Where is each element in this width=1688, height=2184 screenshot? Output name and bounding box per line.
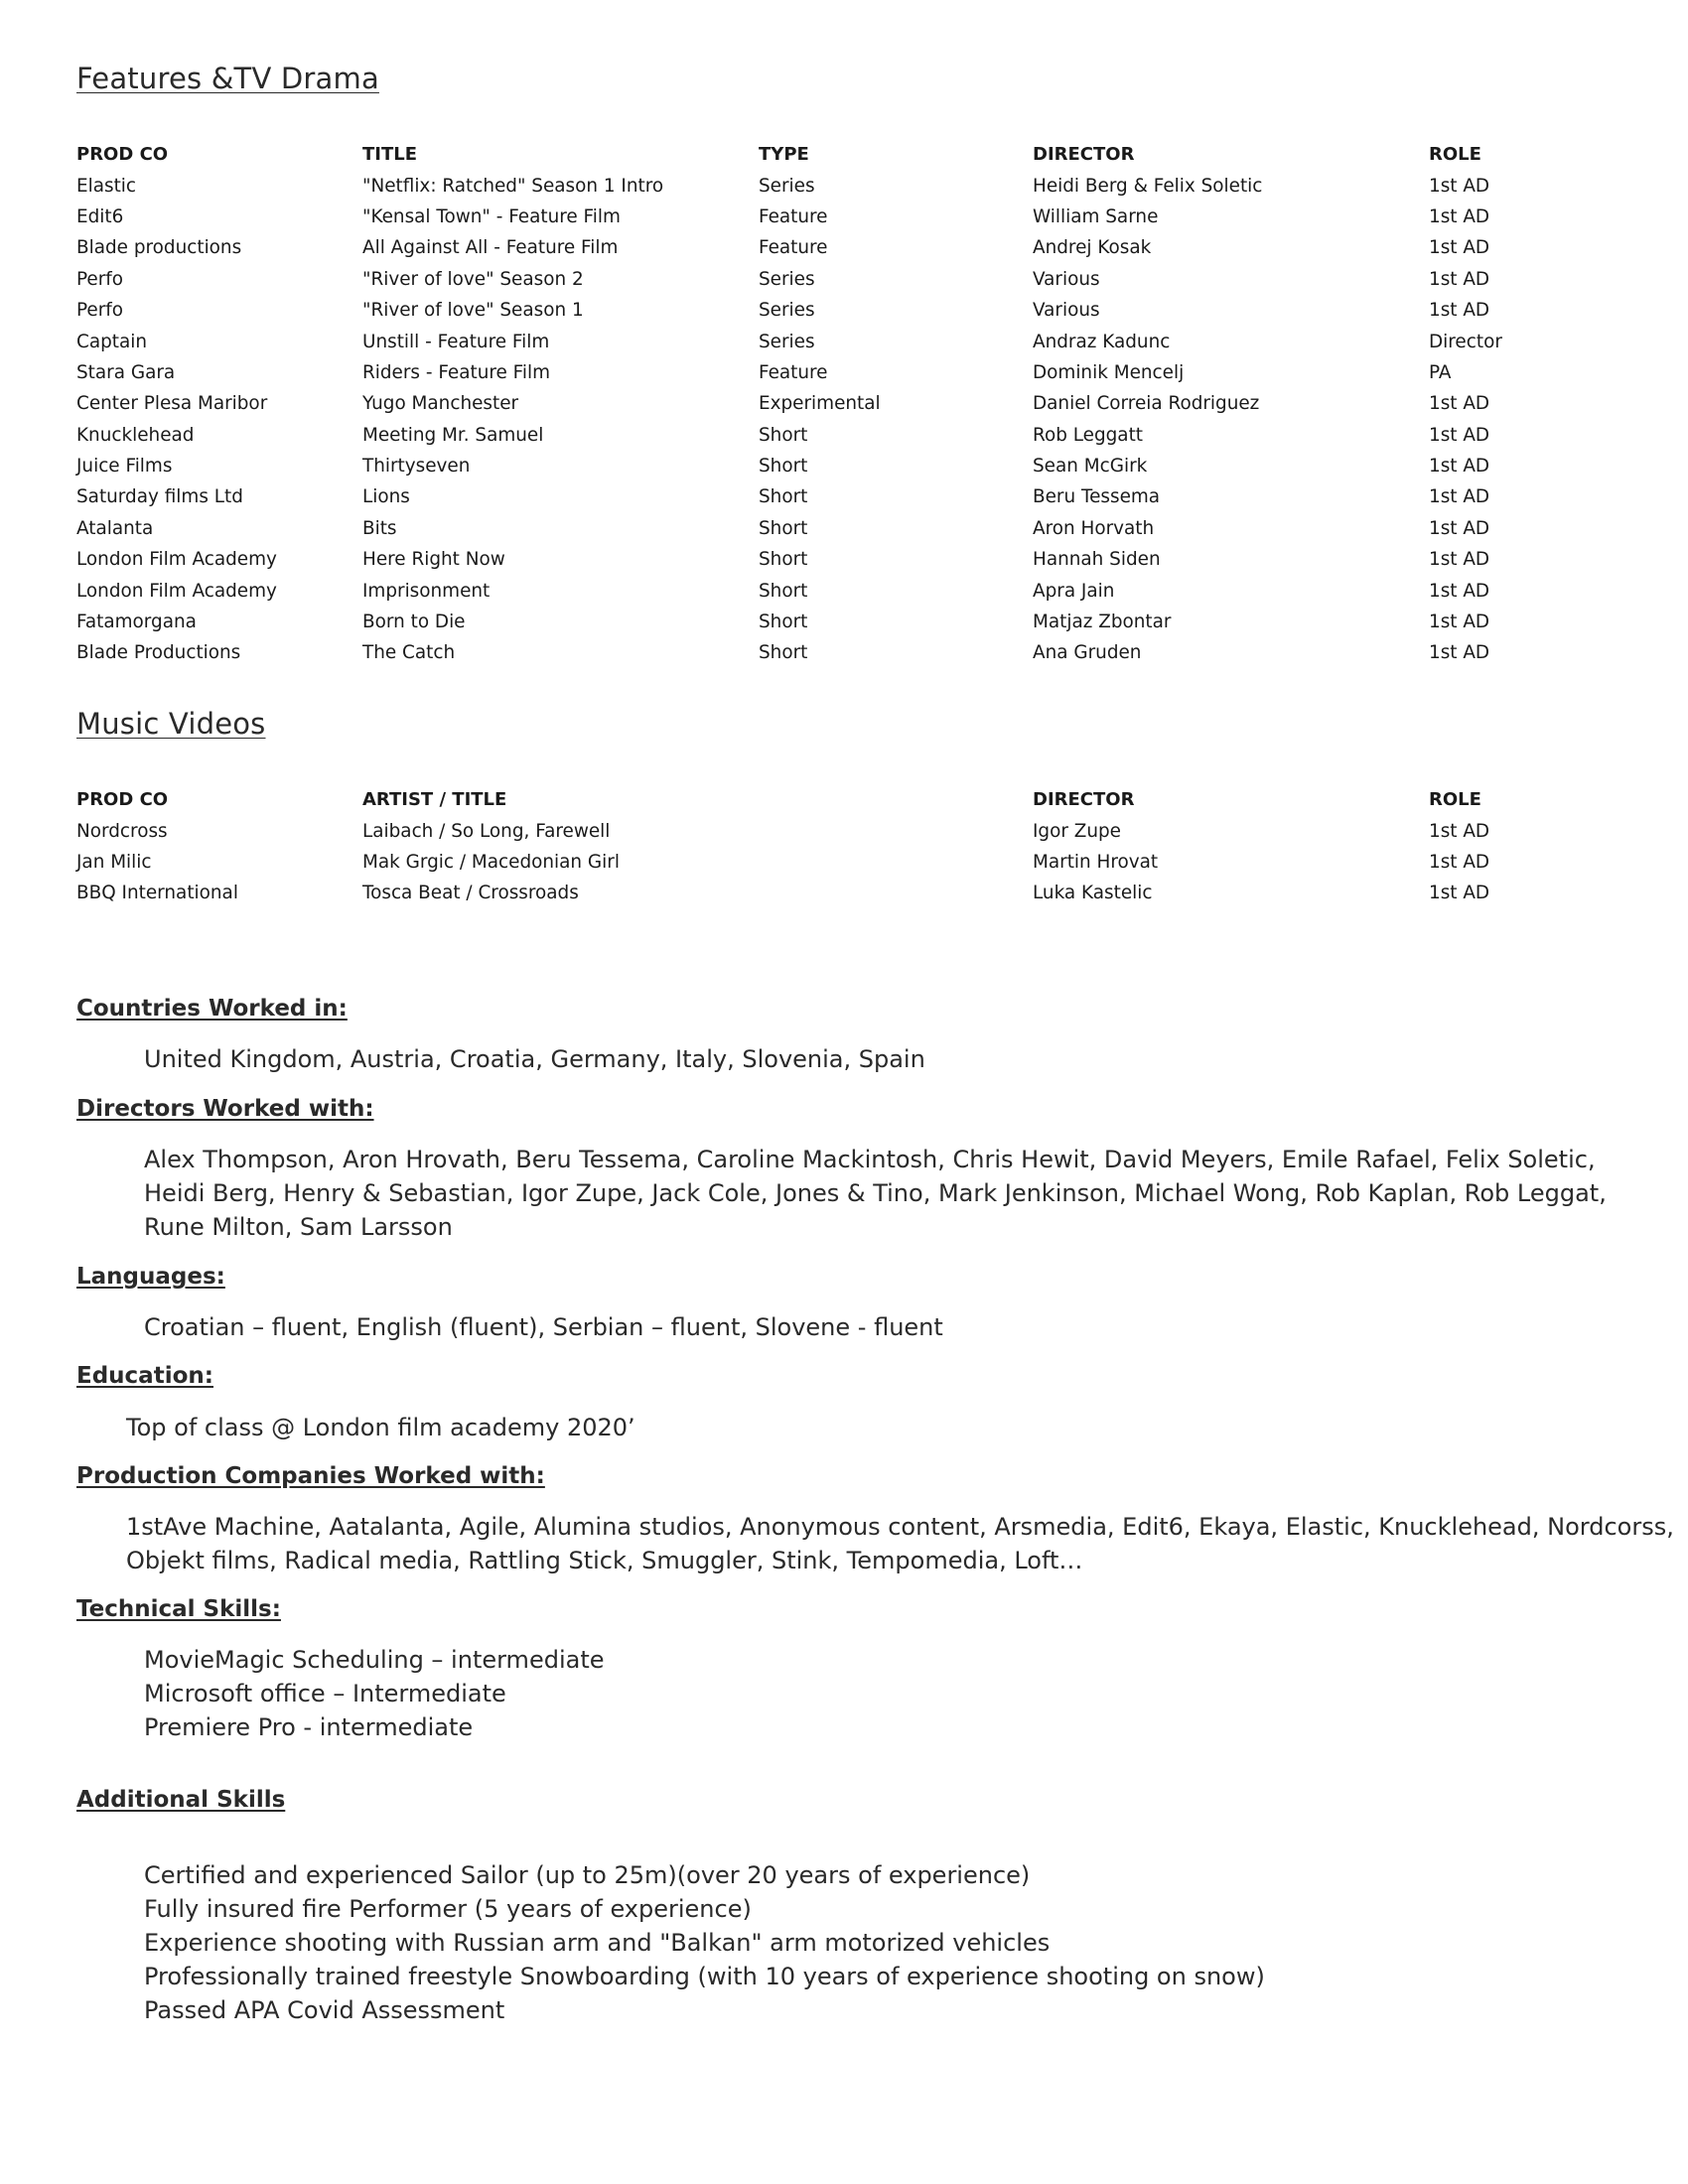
title-cell: Yugo Manchester bbox=[362, 393, 519, 415]
director-cell: Sean McGirk bbox=[1033, 456, 1148, 478]
table-row bbox=[76, 637, 1578, 668]
directors-list bbox=[144, 1143, 1607, 1244]
title-cell: Bits bbox=[362, 517, 397, 539]
role-cell: 1st AD bbox=[1429, 175, 1490, 197]
table-row bbox=[76, 420, 1578, 451]
production-companies-heading: Production Companies Worked with: bbox=[76, 1463, 545, 1489]
type-cell: Short bbox=[759, 424, 808, 446]
type-cell: Short bbox=[759, 642, 808, 664]
role-cell: 1st AD bbox=[1429, 424, 1490, 446]
table-row bbox=[76, 544, 1578, 575]
prod-co-cell: BBQ International bbox=[76, 883, 238, 904]
role-cell: 1st AD bbox=[1429, 517, 1490, 539]
title-cell: Riders - Feature Film bbox=[362, 361, 551, 383]
table-row bbox=[76, 575, 1578, 606]
director-cell: Daniel Correia Rodriguez bbox=[1033, 393, 1260, 415]
title-cell: Meeting Mr. Samuel bbox=[362, 424, 544, 446]
director-cell: William Sarne bbox=[1033, 205, 1159, 227]
director-cell: Igor Zupe bbox=[1033, 820, 1121, 842]
education-heading: Education: bbox=[76, 1363, 213, 1389]
type-cell: Short bbox=[759, 580, 808, 602]
technical-skills-list bbox=[144, 1643, 605, 1744]
role-cell: 1st AD bbox=[1429, 580, 1490, 602]
additional-skills-list bbox=[144, 1858, 1265, 2027]
table-row bbox=[76, 388, 1578, 419]
technical-skill-line: MovieMagic Scheduling – intermediate bbox=[144, 1646, 605, 1674]
type-cell: Feature bbox=[759, 237, 828, 259]
table-row bbox=[76, 357, 1578, 388]
role-cell: Director bbox=[1429, 331, 1502, 352]
additional-skill-line: Professionally trained freestyle Snowboarding (with 10 years of experience shooting on snow) bbox=[144, 1963, 1265, 1990]
column-header-role: ROLE bbox=[1429, 144, 1481, 166]
role-cell: 1st AD bbox=[1429, 268, 1490, 290]
music-table bbox=[76, 784, 1578, 909]
education-list bbox=[126, 1411, 635, 1444]
table-row bbox=[76, 815, 1578, 846]
prod-co-cell: Fatamorgana bbox=[76, 612, 197, 633]
prod-co-cell: Center Plesa Maribor bbox=[76, 393, 268, 415]
column-header-artist-title: ARTIST / TITLE bbox=[362, 789, 507, 811]
director-cell: Luka Kastelic bbox=[1033, 883, 1153, 904]
title-cell: Unstill - Feature Film bbox=[362, 331, 550, 352]
type-cell: Short bbox=[759, 517, 808, 539]
directors-line: Heidi Berg, Henry & Sebastian, Igor Zupe, Jack Cole, Jones & Tino, Mark Jenkinson, Michael Wong, Rob Kaplan, Rob Leggat, bbox=[144, 1179, 1607, 1207]
role-cell: 1st AD bbox=[1429, 642, 1490, 664]
type-cell: Short bbox=[759, 549, 808, 571]
additional-skill-line: Experience shooting with Russian arm and "Balkan" arm motorized vehicles bbox=[144, 1929, 1051, 1957]
type-cell bbox=[759, 847, 1033, 878]
table-row bbox=[76, 451, 1578, 481]
additional-skill-line: Certified and experienced Sailor (up to 25m)(over 20 years of experience) bbox=[144, 1861, 1031, 1889]
type-cell: Series bbox=[759, 300, 815, 322]
director-cell: Ana Gruden bbox=[1033, 642, 1142, 664]
table-row bbox=[76, 264, 1578, 295]
role-cell: 1st AD bbox=[1429, 549, 1490, 571]
title-cell: "River of love" Season 1 bbox=[362, 300, 584, 322]
title-cell: "River of love" Season 2 bbox=[362, 268, 584, 290]
director-cell: Dominik Mencelj bbox=[1033, 361, 1185, 383]
type-cell: Series bbox=[759, 175, 815, 197]
title-cell: Laibach / So Long, Farewell bbox=[362, 820, 611, 842]
table-row bbox=[76, 878, 1578, 908]
features-table-body bbox=[76, 170, 1578, 668]
prod-co-cell: Blade productions bbox=[76, 237, 242, 259]
type-cell: Feature bbox=[759, 361, 828, 383]
directors-heading: Directors Worked with: bbox=[76, 1096, 374, 1122]
director-cell: Aron Horvath bbox=[1033, 517, 1155, 539]
type-cell: Feature bbox=[759, 205, 828, 227]
languages-line: Croatian – fluent, English (fluent), Serbian – fluent, Slovene - fluent bbox=[144, 1313, 943, 1341]
prod-co-cell: Jan Milic bbox=[76, 851, 152, 873]
type-cell: Experimental bbox=[759, 393, 881, 415]
prod-co-cell: Atalanta bbox=[76, 517, 154, 539]
role-cell: 1st AD bbox=[1429, 612, 1490, 633]
column-header-director: DIRECTOR bbox=[1033, 144, 1135, 166]
title-cell: All Against All - Feature Film bbox=[362, 237, 619, 259]
prod-co-cell: Edit6 bbox=[76, 205, 124, 227]
director-cell: Matjaz Zbontar bbox=[1033, 612, 1172, 633]
title-cell: Mak Grgic / Macedonian Girl bbox=[362, 851, 620, 873]
title-cell: Thirtyseven bbox=[362, 456, 471, 478]
table-row bbox=[76, 481, 1578, 512]
languages-heading: Languages: bbox=[76, 1264, 225, 1290]
role-cell: 1st AD bbox=[1429, 300, 1490, 322]
table-row bbox=[76, 326, 1578, 356]
director-cell: Various bbox=[1033, 300, 1100, 322]
director-cell: Various bbox=[1033, 268, 1100, 290]
education-line: Top of class @ London film academy 2020’ bbox=[126, 1414, 635, 1441]
role-cell: 1st AD bbox=[1429, 820, 1490, 842]
title-cell: The Catch bbox=[362, 642, 456, 664]
type-cell bbox=[759, 878, 1033, 908]
column-header-role: ROLE bbox=[1429, 789, 1481, 811]
prod-co-cell: Saturday films Ltd bbox=[76, 486, 243, 508]
title-cell: "Kensal Town" - Feature Film bbox=[362, 205, 621, 227]
prod-co-cell: London Film Academy bbox=[76, 549, 277, 571]
prod-co-cell: Stara Gara bbox=[76, 361, 176, 383]
column-header-type: TYPE bbox=[759, 144, 809, 166]
music-table-header bbox=[76, 784, 1578, 815]
director-cell: Martin Hrovat bbox=[1033, 851, 1159, 873]
director-cell: Hannah Siden bbox=[1033, 549, 1161, 571]
title-cell: "Netflix: Ratched" Season 1 Intro bbox=[362, 175, 664, 197]
type-cell: Short bbox=[759, 612, 808, 633]
table-row bbox=[76, 170, 1578, 201]
production-companies-list bbox=[126, 1510, 1674, 1577]
table-row bbox=[76, 295, 1578, 326]
type-cell: Series bbox=[759, 268, 815, 290]
production-companies-line: Objekt films, Radical media, Rattling Stick, Smuggler, Stink, Tempomedia, Loft… bbox=[126, 1547, 1083, 1574]
type-cell: Short bbox=[759, 486, 808, 508]
table-row bbox=[76, 202, 1578, 232]
table-row bbox=[76, 232, 1578, 263]
features-table-header bbox=[76, 139, 1578, 170]
type-cell: Series bbox=[759, 331, 815, 352]
director-cell: Andrej Kosak bbox=[1033, 237, 1152, 259]
role-cell: 1st AD bbox=[1429, 237, 1490, 259]
director-cell: Beru Tessema bbox=[1033, 486, 1161, 508]
role-cell: 1st AD bbox=[1429, 883, 1490, 904]
column-header-prod-co: PROD CO bbox=[76, 789, 169, 811]
production-companies-line: 1stAve Machine, Aatalanta, Agile, Alumina studios, Anonymous content, Arsmedia, Edit6, Ekaya, Elastic, Knucklehead, Nordcorss, bbox=[126, 1513, 1674, 1541]
prod-co-cell: Captain bbox=[76, 331, 148, 352]
features-table bbox=[76, 139, 1578, 669]
role-cell: 1st AD bbox=[1429, 486, 1490, 508]
title-cell: Tosca Beat / Crossroads bbox=[362, 883, 579, 904]
prod-co-cell: Perfo bbox=[76, 300, 124, 322]
prod-co-cell: London Film Academy bbox=[76, 580, 277, 602]
features-section-title: Features &TV Drama bbox=[76, 62, 379, 95]
type-cell: Short bbox=[759, 456, 808, 478]
technical-skill-line: Premiere Pro - intermediate bbox=[144, 1713, 474, 1741]
role-cell: 1st AD bbox=[1429, 205, 1490, 227]
prod-co-cell: Nordcross bbox=[76, 820, 168, 842]
title-cell: Born to Die bbox=[362, 612, 466, 633]
column-header-director: DIRECTOR bbox=[1033, 789, 1135, 811]
prod-co-cell: Elastic bbox=[76, 175, 137, 197]
prod-co-cell: Knucklehead bbox=[76, 424, 195, 446]
prod-co-cell: Perfo bbox=[76, 268, 124, 290]
role-cell: 1st AD bbox=[1429, 851, 1490, 873]
additional-skills-heading: Additional Skills bbox=[76, 1787, 286, 1813]
column-header-title: TITLE bbox=[362, 144, 418, 166]
prod-co-cell: Juice Films bbox=[76, 456, 173, 478]
additional-skill-line: Fully insured fire Performer (5 years of experience) bbox=[144, 1895, 752, 1923]
directors-line: Rune Milton, Sam Larsson bbox=[144, 1213, 453, 1241]
director-cell: Heidi Berg & Felix Soletic bbox=[1033, 175, 1263, 197]
countries-heading: Countries Worked in: bbox=[76, 996, 348, 1022]
technical-skill-line: Microsoft office – Intermediate bbox=[144, 1680, 506, 1707]
countries-line: United Kingdom, Austria, Croatia, Germany, Italy, Slovenia, Spain bbox=[144, 1045, 925, 1073]
table-row bbox=[76, 607, 1578, 637]
role-cell: 1st AD bbox=[1429, 393, 1490, 415]
director-cell: Rob Leggatt bbox=[1033, 424, 1143, 446]
title-cell: Lions bbox=[362, 486, 410, 508]
table-row bbox=[76, 847, 1578, 878]
directors-line: Alex Thompson, Aron Hrovath, Beru Tessema, Caroline Mackintosh, Chris Hewit, David Meyers, Emile Rafael, Felix Soletic, bbox=[144, 1146, 1596, 1173]
type-cell bbox=[759, 815, 1033, 846]
additional-skill-line: Passed APA Covid Assessment bbox=[144, 1996, 505, 2024]
role-cell: PA bbox=[1429, 361, 1452, 383]
title-cell: Imprisonment bbox=[362, 580, 491, 602]
director-cell: Andraz Kadunc bbox=[1033, 331, 1171, 352]
music-table-body bbox=[76, 815, 1578, 908]
role-cell: 1st AD bbox=[1429, 456, 1490, 478]
technical-skills-heading: Technical Skills: bbox=[76, 1596, 281, 1622]
table-row bbox=[76, 513, 1578, 544]
title-cell: Here Right Now bbox=[362, 549, 505, 571]
countries-list bbox=[144, 1042, 925, 1076]
column-header-empty bbox=[759, 784, 1033, 815]
music-section-title: Music Videos bbox=[76, 707, 266, 741]
column-header-prod-co: PROD CO bbox=[76, 144, 169, 166]
director-cell: Apra Jain bbox=[1033, 580, 1115, 602]
languages-list bbox=[144, 1310, 943, 1344]
prod-co-cell: Blade Productions bbox=[76, 642, 241, 664]
